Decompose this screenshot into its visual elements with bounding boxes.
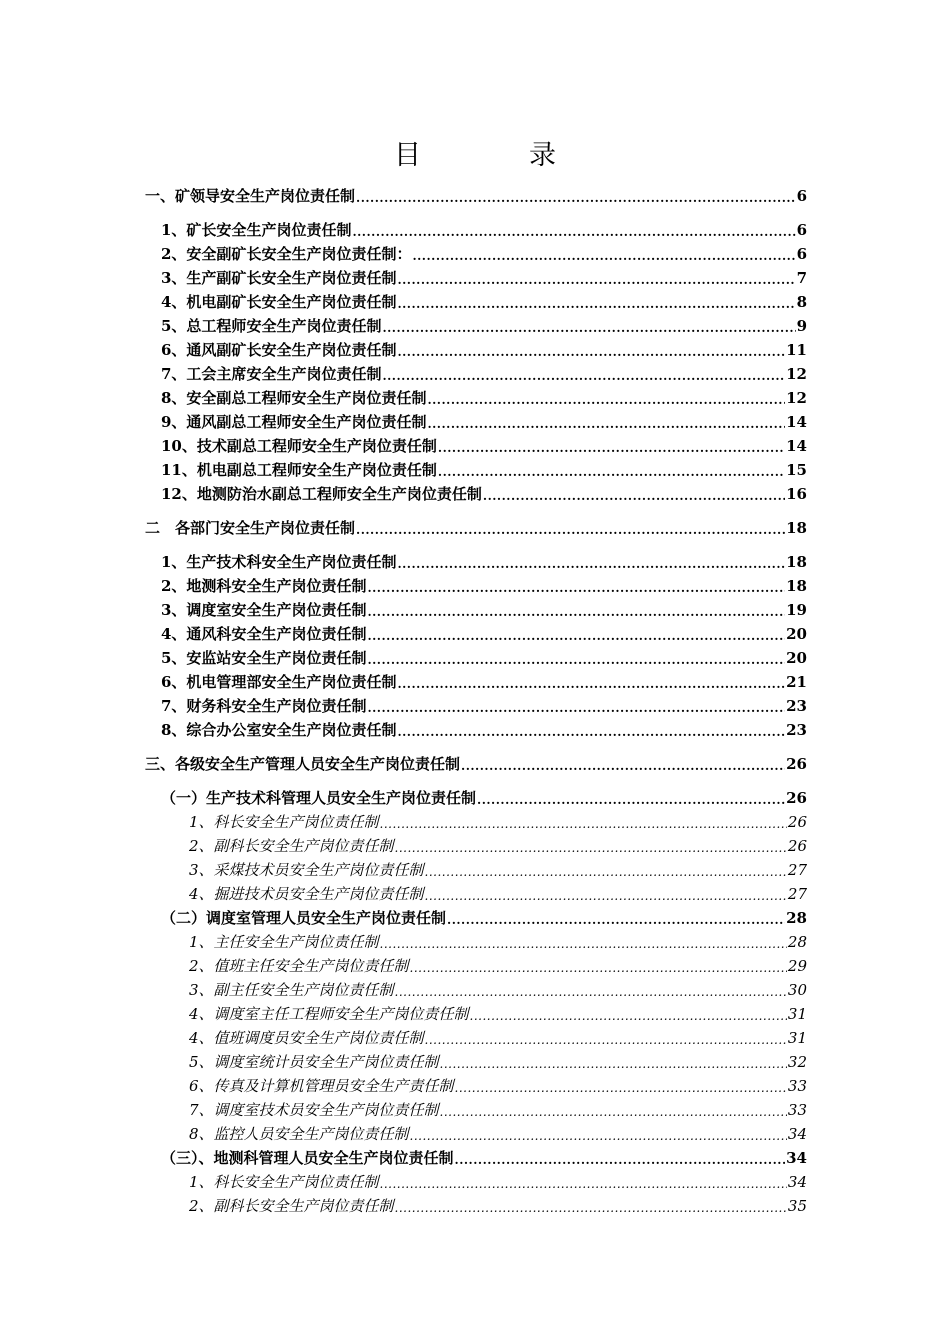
toc-entry[interactable]: 2、安全副矿长安全生产岗位责任制： ..... 6 bbox=[145, 242, 807, 266]
toc-title-char-1: 目 bbox=[394, 140, 421, 171]
toc-entry[interactable]: 11、机电副总工程师安全生产岗位责任制 ..... 15 bbox=[145, 458, 807, 482]
toc-subentry[interactable]: 4、值班调度员安全生产岗位责任制 ..... 31 bbox=[145, 1026, 807, 1050]
toc-subentry[interactable]: 2、副科长安全生产岗位责任制 ..... 35 bbox=[145, 1194, 807, 1218]
toc-entry[interactable]: 3、调度室安全生产岗位责任制 ..... 19 bbox=[145, 598, 807, 622]
toc-subentry[interactable]: 3、采煤技术员安全生产岗位责任制 ..... 27 bbox=[145, 858, 807, 882]
leader-dots bbox=[461, 756, 785, 776]
toc-entry[interactable]: 4、通风科安全生产岗位责任制 ..... 20 bbox=[145, 622, 807, 646]
toc-entry[interactable]: 7、工会主席安全生产岗位责任制 ..... 12 bbox=[145, 362, 807, 386]
toc-section-2[interactable]: 二 各部门安全生产岗位责任制 ..... 18 bbox=[145, 516, 807, 540]
toc-title bbox=[0, 133, 950, 172]
toc-entry[interactable]: 8、安全副总工程师安全生产岗位责任制 ..... 12 bbox=[145, 386, 807, 410]
toc-subentry[interactable]: 2、副科长安全生产岗位责任制 ..... 26 bbox=[145, 834, 807, 858]
toc-entry[interactable]: 1、矿长安全生产岗位责任制 ..... 6 bbox=[145, 218, 807, 242]
toc-section-1[interactable]: 一、矿领导安全生产岗位责任制 ..... 6 bbox=[145, 184, 807, 208]
toc-group[interactable]: （一）生产技术科管理人员安全生产岗位责任制 ..... 26 bbox=[145, 786, 807, 810]
toc-group[interactable]: （二）调度室管理人员安全生产岗位责任制 ..... 28 bbox=[145, 906, 807, 930]
toc-subentry[interactable]: 8、监控人员安全生产岗位责任制 ..... 34 bbox=[145, 1122, 807, 1146]
toc-entry[interactable]: 10、技术副总工程师安全生产岗位责任制 ..... 14 bbox=[145, 434, 807, 458]
toc-subentry[interactable]: 2、值班主任安全生产岗位责任制 ..... 29 bbox=[145, 954, 807, 978]
toc-entry[interactable]: 12、地测防治水副总工程师安全生产岗位责任制 ..... 16 bbox=[145, 482, 807, 506]
toc-entry[interactable]: 7、财务科安全生产岗位责任制 ..... 23 bbox=[145, 694, 807, 718]
toc-subentry[interactable]: 1、科长安全生产岗位责任制 ..... 26 bbox=[145, 810, 807, 834]
toc-subentry[interactable]: 5、调度室统计员安全生产岗位责任制 ..... 32 bbox=[145, 1050, 807, 1074]
toc-subentry[interactable]: 7、调度室技术员安全生产岗位责任制 ..... 33 bbox=[145, 1098, 807, 1122]
toc-entry[interactable]: 6、机电管理部安全生产岗位责任制 ..... 21 bbox=[145, 670, 807, 694]
toc-subentry[interactable]: 1、科长安全生产岗位责任制 ..... 34 bbox=[145, 1170, 807, 1194]
toc-subentry[interactable]: 1、主任安全生产岗位责任制 ..... 28 bbox=[145, 930, 807, 954]
leader-dots bbox=[356, 188, 796, 208]
toc-subentry[interactable]: 3、副主任安全生产岗位责任制 ..... 30 bbox=[145, 978, 807, 1002]
leader-dots bbox=[356, 520, 785, 540]
toc-entry[interactable]: 5、安监站安全生产岗位责任制 ..... 20 bbox=[145, 646, 807, 670]
toc-subentry[interactable]: 6、传真及计算机管理员安全生产责任制 ..... 33 bbox=[145, 1074, 807, 1098]
toc-entry[interactable]: 4、机电副矿长安全生产岗位责任制 ..... 8 bbox=[145, 290, 807, 314]
toc-entry[interactable]: 9、通风副总工程师安全生产岗位责任制 ..... 14 bbox=[145, 410, 807, 434]
table-of-contents bbox=[145, 184, 807, 1218]
toc-entry[interactable]: 1、生产技术科安全生产岗位责任制 ..... 18 bbox=[145, 550, 807, 574]
toc-entry[interactable]: 3、生产副矿长安全生产岗位责任制 ..... 7 bbox=[145, 266, 807, 290]
toc-subentry[interactable]: 4、调度室主任工程师安全生产岗位责任制 ..... 31 bbox=[145, 1002, 807, 1026]
toc-section-3[interactable]: 三、各级安全生产管理人员安全生产岗位责任制 ..... 26 bbox=[145, 752, 807, 776]
toc-entry[interactable]: 6、通风副矿长安全生产岗位责任制 ..... 11 bbox=[145, 338, 807, 362]
toc-title-char-2: 录 bbox=[529, 140, 556, 171]
toc-entry[interactable]: 8、综合办公室安全生产岗位责任制 ..... 23 bbox=[145, 718, 807, 742]
toc-entry[interactable]: 2、地测科安全生产岗位责任制 ..... 18 bbox=[145, 574, 807, 598]
toc-group[interactable]: （三）、地测科管理人员安全生产岗位责任制 ..... 34 bbox=[145, 1146, 807, 1170]
toc-entry[interactable]: 5、总工程师安全生产岗位责任制 ..... 9 bbox=[145, 314, 807, 338]
toc-subentry[interactable]: 4、掘进技术员安全生产岗位责任制 ..... 27 bbox=[145, 882, 807, 906]
